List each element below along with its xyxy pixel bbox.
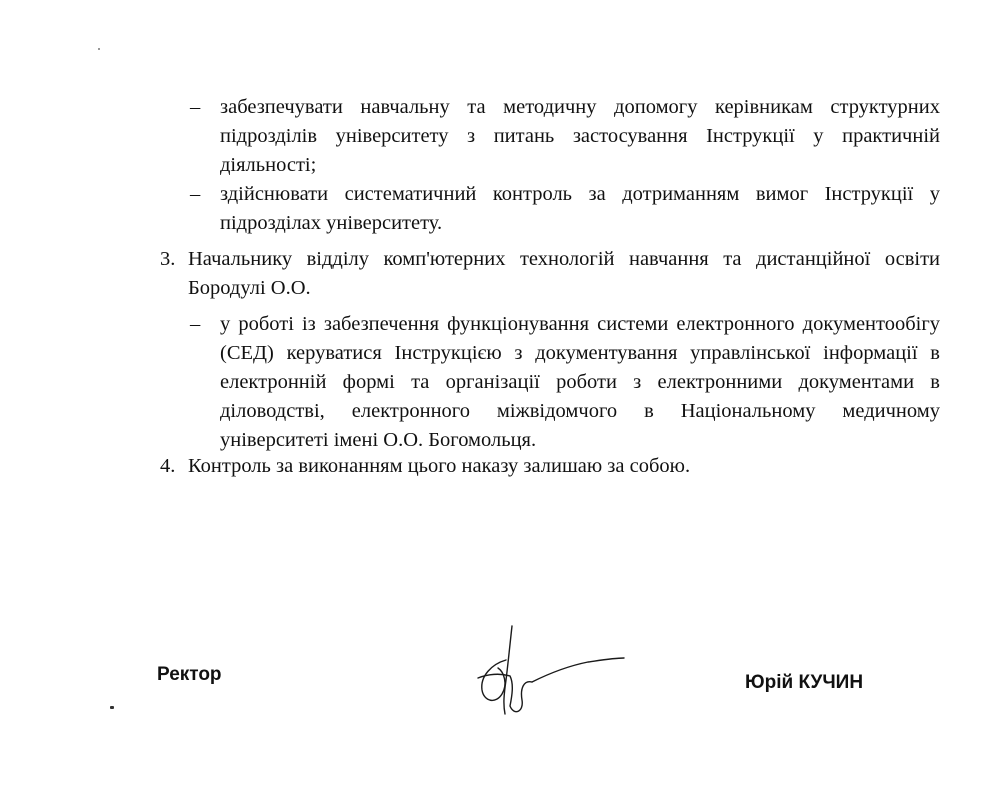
list-dash: – bbox=[190, 313, 201, 335]
list-dash: – bbox=[190, 96, 201, 118]
numbered-item-text: Контроль за виконанням цього наказу залишаю за собою. bbox=[188, 455, 691, 477]
item-number: 3. bbox=[160, 248, 176, 270]
list-item bbox=[190, 93, 940, 180]
numbered-item-text: Начальнику відділу комп'ютерних технологій навчання та дистанційної освіти Бородулі О.О. bbox=[188, 248, 940, 299]
numbered-item-3 bbox=[160, 245, 940, 303]
list-item-text: здійснювати систематичний контроль за дотриманням вимог Інструкції у підрозділах університету. bbox=[220, 183, 940, 234]
list-item-text: забезпечувати навчальну та методичну допомогу керівникам структурних підрозділів університету з питань застосування Інструкції у практичній діяльності; bbox=[220, 96, 940, 176]
signer-name: Юрій КУЧИН bbox=[745, 672, 864, 693]
position-title: Ректор bbox=[157, 664, 222, 685]
list-item-text: у роботі із забезпечення функціонування системи електронного документообігу (СЕД) керуватися Інструкцією з документування управлінської інформації в електронній формі та організації роботи з електронними документами в діловодстві, електронного міжвідомчого в Національному медичному університеті імені О.О. Богомольця. bbox=[220, 313, 940, 451]
numbered-item-4 bbox=[160, 452, 940, 481]
scan-speck bbox=[98, 48, 100, 50]
list-item bbox=[190, 310, 940, 455]
list-dash: – bbox=[190, 183, 201, 205]
list-item bbox=[190, 180, 940, 238]
scan-speck bbox=[110, 706, 114, 709]
handwritten-signature bbox=[470, 620, 630, 725]
item-number: 4. bbox=[160, 455, 176, 477]
